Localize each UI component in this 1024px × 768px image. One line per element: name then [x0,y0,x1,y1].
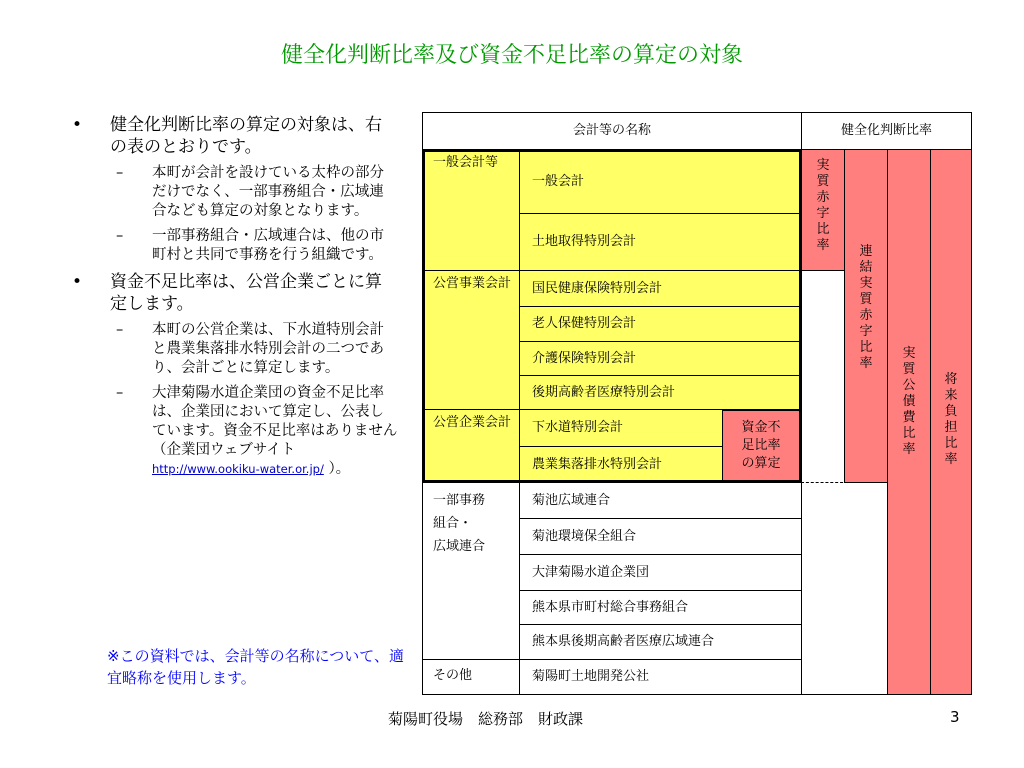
ratio-char: 債 [902,394,916,409]
group-public-enterprise: 公営企業会計 [422,409,520,483]
ratio-char: 連 [859,244,873,259]
ratio-char: 率 [902,442,916,457]
group-other: その他 [422,659,520,695]
ratio-char: 質 [902,362,916,377]
sub-bullet-2-2-text: 大津菊陽水道企業団の資金不足比率は、企業団において算定し、公表しています。資金不足比率はありません（企業団ウェブサイト [152,385,398,458]
row-elderly-health: 老人保健特別会計 [519,306,802,342]
ratio-char: 比 [944,436,958,451]
row-land-acquisition: 土地取得特別会計 [519,213,802,271]
sub-bullet-2-2-close: ）。 [328,461,351,477]
row-nursing-care: 介護保険特別会計 [519,341,802,376]
sub-bullet-marker: – [116,228,124,244]
waterworks-website-link[interactable]: http://www.ookiku-water.or.jp/ [152,462,324,476]
group-union-line-3: 広域連合 [433,539,486,554]
bullet-marker: • [72,115,83,135]
slide-title: 健全化判断比率及び資金不足比率の算定の対象 [280,43,743,68]
bullet-marker: • [72,272,83,292]
ratio-char: 赤 [816,190,830,205]
bullet-1-text: 健全化判断比率の算定の対象は、右の表のとおりです。 [110,115,382,157]
sub-bullet-marker: – [116,385,124,401]
ratio-char: 赤 [859,308,873,323]
dashed-separator [801,270,844,271]
ratio-char: 結 [859,260,873,275]
row-rural-drainage: 農業集落排水特別会計 [519,446,723,483]
ratio-char: 質 [816,174,830,189]
fund-shortage-line-1: 資金不 [741,420,781,435]
sub-bullet-marker: – [116,322,124,338]
ratio-char: 質 [859,292,873,307]
ratio-char: 費 [902,410,916,425]
ratio-char: 実 [816,158,830,173]
row-land-development-corp: 菊陽町土地開発公社 [519,659,802,695]
row-late-elderly-medical: 後期高齢者医療特別会計 [519,375,802,410]
fund-shortage-ratio-cell [722,410,800,482]
ratio-char: 実 [902,346,916,361]
ratio-real-deficit [801,149,845,271]
group-union [422,482,520,660]
row-kumamoto-municipal-union: 熊本県市町村総合事務組合 [519,590,802,625]
row-ozu-kikuyo-water: 大津菊陽水道企業団 [519,554,802,591]
ratio-real-debt-service [887,149,931,695]
dashed-separator [801,482,887,483]
ratio-char: 比 [902,426,916,441]
ratio-char: 公 [902,378,916,393]
page-number: 3 [950,708,960,726]
ratio-future-burden [930,149,972,695]
row-kumamoto-late-elderly-union: 熊本県後期高齢者医療広域連合 [519,624,802,660]
sub-bullet-1-2-text: 一部事務組合・広域連合は、他の市町村と共同で事務を行う組織です。 [152,228,384,263]
ratio-char: 率 [944,452,958,467]
row-sewerage: 下水道特別会計 [519,409,723,447]
ratio-char: 担 [944,420,958,435]
bullet-1 [68,114,398,158]
group-general-account: 一般会計等 [422,149,520,271]
bullet-2-text: 資金不足比率は、公営企業ごとに算定します。 [110,272,382,314]
ratio-char: 将 [944,372,958,387]
row-kikuchi-regional-union: 菊池広域連合 [519,482,802,519]
sub-bullet-1-1 [68,164,398,221]
ratio-char: 実 [859,276,873,291]
bullet-list [68,114,398,485]
ratio-char: 来 [944,388,958,403]
ratio-char: 比 [816,222,830,237]
sub-bullet-1-2 [68,227,398,265]
row-national-health-insurance: 国民健康保険特別会計 [519,270,802,307]
bullet-2 [68,271,398,315]
ratio-char: 負 [944,404,958,419]
ratio-char: 比 [859,340,873,355]
header-soundness-ratio: 健全化判断比率 [801,112,972,150]
sub-bullet-2-1-text: 本町の公営企業は、下水道特別会計と農業集落排水特別会計の二つであり、会計ごとに算定します。 [152,322,384,376]
sub-bullet-2-1 [68,321,398,378]
sub-bullet-1-1-text: 本町が会計を設けている太枠の部分だけでなく、一部事務組合・広域連合なども算定の対象となります。 [152,165,384,219]
row-general-account: 一般会計 [519,149,802,214]
abbreviation-note: ※この資料では、会計等の名称について、適宜略称を使用します。 [107,647,404,687]
ratio-char: 字 [816,206,830,221]
ratio-consolidated-real-deficit [844,149,888,483]
fund-shortage-line-2: 足比率 [741,438,781,453]
group-public-business: 公営事業会計 [422,270,520,410]
ratio-char: 率 [859,356,873,371]
fund-shortage-line-3: の算定 [741,456,781,471]
sub-bullet-marker: – [116,165,124,181]
header-account-name: 会計等の名称 [422,112,802,150]
sub-bullet-2-2 [68,384,398,479]
ratio-char: 字 [859,324,873,339]
group-union-line-1: 一部事務 [433,493,486,508]
row-kikuchi-environment: 菊池環境保全組合 [519,518,802,555]
footer-department: 菊陽町役場 総務部 財政課 [388,710,584,728]
ratio-char: 率 [816,238,830,253]
group-union-line-2: 組合・ [433,516,473,531]
